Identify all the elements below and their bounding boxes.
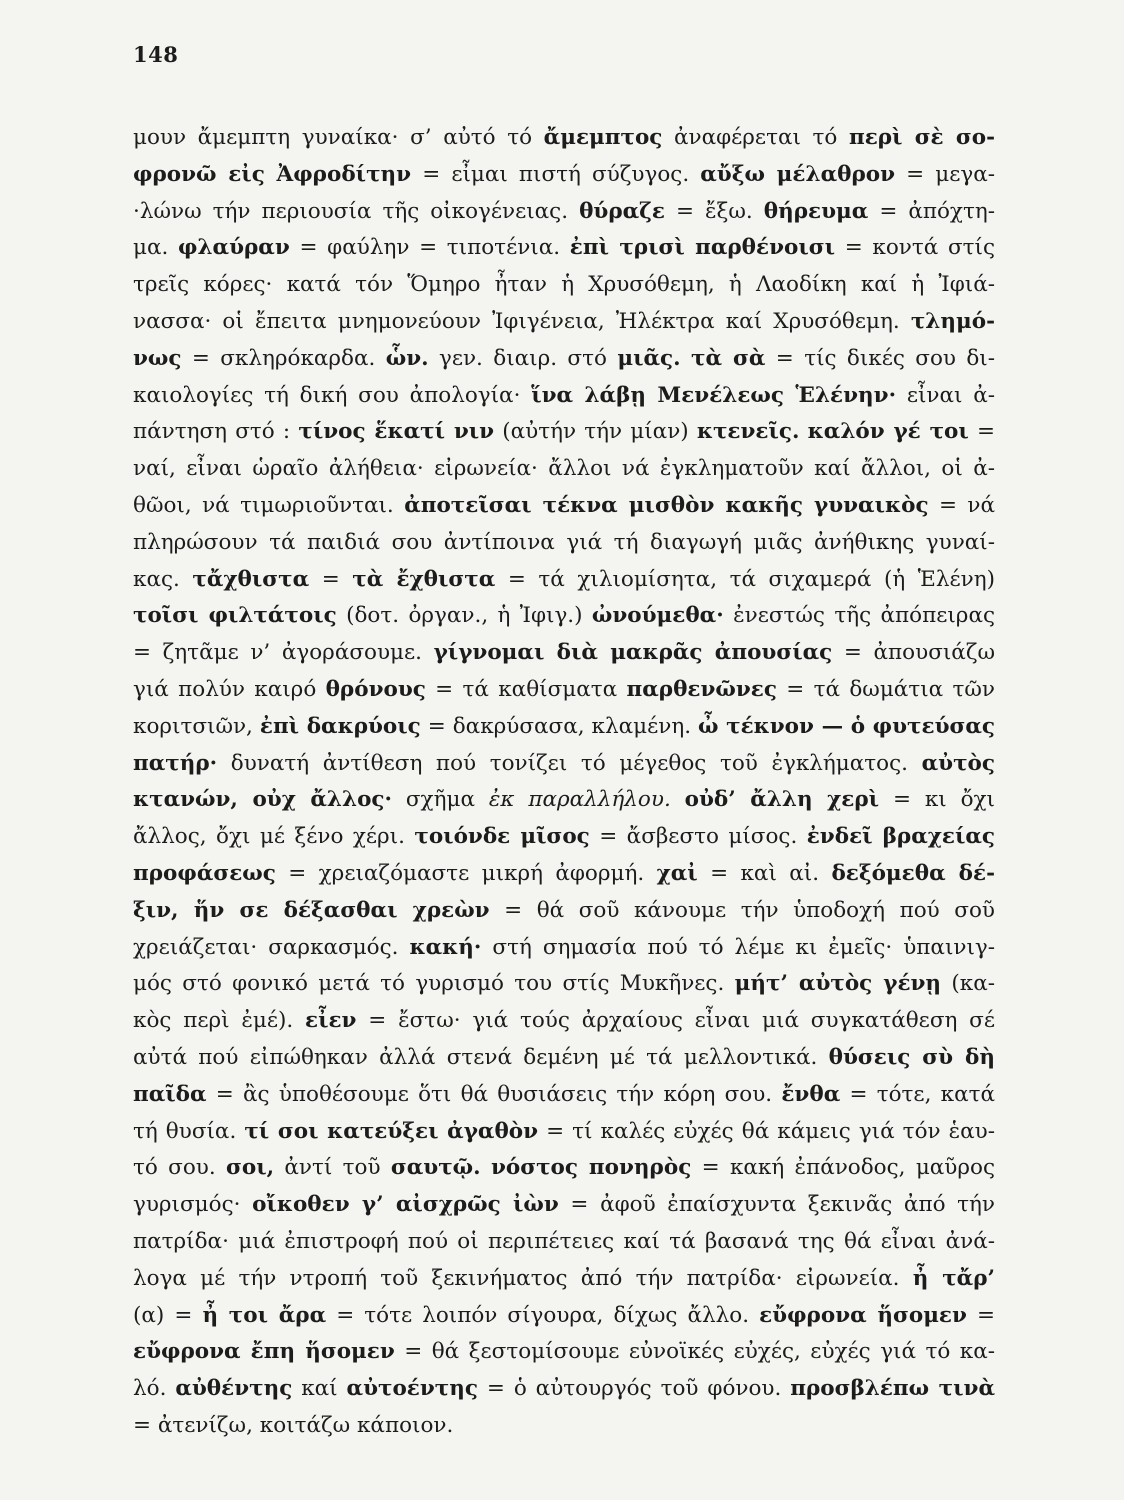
gloss: στή σημασία πού τό λέμε κι ἐμεῖς· ὑπαινιγ- — [481, 934, 995, 960]
text-line — [133, 930, 995, 967]
gloss: καιολογίες τή δική σου ἀπολογία· — [133, 382, 532, 408]
gloss: = θά σοῦ κάνουμε τήν ὑποδοχή πού σοῦ — [489, 897, 995, 923]
lemma: προφάσεως — [133, 860, 276, 886]
gloss: = ὁ αὐτουργός τοῦ φόνου. — [477, 1376, 791, 1402]
lemma: ἵνα λάβῃ Μενέλεως Ἑλένην· — [531, 382, 897, 408]
text-line — [133, 1114, 995, 1151]
lemma: κακή· — [409, 934, 482, 960]
lemma: τί σοι κατεύξει ἀγαθὸν — [244, 1118, 539, 1144]
gloss: καί — [292, 1376, 347, 1402]
text-line — [133, 414, 995, 451]
gloss: = εἶμαι πιστή σύζυγος. — [411, 161, 701, 187]
gloss: κας. — [133, 566, 193, 592]
gloss — [799, 419, 807, 444]
gloss: (δοτ. ὀργαν., ἡ Ἰφιγ.) — [336, 603, 592, 629]
page-number: 148 — [133, 42, 179, 67]
lemma: νόστος πονηρὸς — [490, 1155, 692, 1181]
lemma: περὶ σὲ σο- — [848, 125, 995, 150]
gloss: ἀναφέρεται τό — [662, 125, 849, 150]
gloss: μουν ἄμεμπτη γυναίκα· σ’ αὐτό τό — [133, 125, 544, 150]
lemma: ἐπὶ δακρύοις — [259, 713, 421, 739]
gloss: ἄλλος, ὄχι μέ ξένο χέρι. — [133, 824, 415, 850]
gloss: = φαύλην = τιποτένια. — [289, 235, 570, 261]
lemma: μιᾶς. — [617, 345, 681, 371]
lemma: τἄχθιστα — [192, 566, 310, 592]
gloss: = τά χιλιομίσητα, τά σιχαμερά (ἡ Ἑλένη) — [495, 566, 995, 592]
gloss — [671, 787, 685, 812]
lemma: ξιν, ἥν σε δέξασθαι χρεὼν — [133, 897, 490, 923]
gloss: = τότε, κατά — [840, 1081, 995, 1107]
lemma: θύσεις σὺ δὴ — [828, 1044, 995, 1070]
text-line — [133, 966, 995, 1003]
gloss: = μεγα- — [895, 161, 995, 187]
text-line — [133, 1077, 995, 1114]
gloss: = ἀπουσιάζω — [832, 640, 995, 666]
text-line — [133, 1334, 995, 1371]
text-line — [133, 525, 995, 562]
lemma: χαἰ — [656, 860, 698, 886]
gloss: ἐνεστώς τῆς ἀπόπειρας — [723, 603, 996, 629]
lemma: αὐτοέντης — [346, 1376, 478, 1402]
lemma: τοῖσι φιλτάτοις — [133, 603, 337, 629]
lemma: αὐθέντης — [175, 1376, 293, 1402]
text-line — [133, 1040, 995, 1077]
text-line — [133, 893, 995, 930]
gloss: πληρώσουν τά παιδιά σου ἀντίποινα γιά τή διαγωγή μιᾶς ἀνήθικης γυναί- — [133, 529, 995, 555]
lemma: παῖδα — [133, 1081, 207, 1107]
lemma: κτανών, οὐχ ἄλλος· — [133, 787, 392, 813]
gloss: = δακρύσασα, κλαμένη. — [420, 713, 699, 739]
lemma: ἦ τοι ἄρα — [202, 1302, 327, 1328]
gloss: πάντηση στό : — [133, 419, 299, 445]
lemma: δεξόμεθα δέ- — [831, 860, 995, 886]
gloss — [481, 1155, 491, 1180]
lemma: τοιόνδε μῖσος — [414, 824, 590, 850]
lemma: τίνος ἕκατί νιν — [298, 419, 495, 445]
lemma: τὰ σὰ — [690, 345, 766, 371]
text-line — [133, 230, 995, 267]
text-line — [133, 378, 995, 415]
text-line — [133, 341, 995, 378]
text-line — [133, 856, 995, 893]
gloss: = νά — [928, 492, 996, 518]
gloss: γυρισμός· — [133, 1192, 253, 1218]
gloss: = τότε λοιπόν σίγουρα, δίχως ἄλλο. — [326, 1302, 760, 1328]
gloss: αὐτά πού εἰπώθηκαν ἀλλά στενά δεμένη μέ τά μελλοντικά. — [133, 1044, 829, 1070]
lemma: ἦ τἄρ’ — [912, 1265, 995, 1291]
lemma: αὔξω μέλαθρον — [700, 161, 896, 187]
text-line — [133, 120, 995, 157]
text-line — [133, 1371, 995, 1408]
lemma: φλαύραν — [178, 235, 290, 261]
lemma: θήρευμα — [763, 198, 869, 224]
text-line — [133, 1003, 995, 1040]
term: ἐκ παραλλήλου. — [488, 787, 671, 813]
lemma: θύραζε — [579, 198, 665, 224]
lemma: εὔφρονα ἔπη ἥσομεν — [133, 1339, 395, 1365]
gloss: εἶναι ἀ- — [896, 382, 995, 408]
lemma: ἐνδεῖ βραχείας — [806, 824, 995, 850]
gloss: (α) = — [133, 1302, 203, 1328]
lemma: ἐπὶ τρισὶ παρθένοισι — [569, 235, 835, 261]
lemma: θρόνους — [325, 676, 426, 702]
text-line — [133, 1187, 995, 1224]
gloss: = τά καθίσματα — [425, 676, 627, 702]
gloss: = — [966, 1302, 996, 1328]
gloss: = θά ξεστομίσουμε εὐνοϊκές εὐχές, εὐχές γιά τό κα- — [394, 1339, 996, 1365]
text-line — [133, 451, 995, 488]
gloss: = κι ὄχι — [879, 787, 995, 813]
text-line — [133, 267, 995, 304]
lemma: γίγνομαι διὰ μακρᾶς ἀπουσίας — [433, 640, 833, 666]
gloss: πατρίδα· μιά ἐπιστροφή πού οἱ περιπέτειες καί τά βασανά της θά εἶναι ἀνά- — [133, 1228, 995, 1254]
gloss: δυνατή ἀντίθεση πού τονίζει τό μέγεθος τοῦ ἐγκλήματος. — [217, 750, 922, 776]
gloss: = ἀφοῦ ἐπαίσχυντα ξεκινᾶς ἀπό τήν — [558, 1192, 995, 1218]
gloss: = ἔξω. — [664, 198, 764, 224]
gloss: μα. — [133, 235, 179, 261]
gloss: γιά πολύν καιρό — [133, 676, 326, 702]
lemma: παρθενῶνες — [626, 676, 777, 702]
lemma: τλημό- — [910, 308, 995, 334]
lemma: προσβλέπω τινὰ — [790, 1376, 995, 1402]
lemma: σαυτῷ. — [390, 1155, 481, 1181]
text-line — [133, 709, 995, 746]
gloss: χρειάζεται· σαρκασμός. — [133, 934, 410, 960]
lemma: νως — [133, 345, 182, 371]
text-line — [133, 157, 995, 194]
text-line — [133, 1224, 995, 1261]
gloss: ναί, εἶναι ὡραῖο ἀλήθεια· εἰρωνεία· ἄλλοι νά ἐγκληματοῦν καί ἄλλοι, οἱ ἀ- — [133, 456, 995, 482]
gloss: = τίς δικές σου δι- — [765, 345, 995, 371]
lemma: μήτ’ αὐτὸς γένῃ — [734, 971, 942, 997]
text-line — [133, 1261, 995, 1298]
gloss: = ἔστω· γιά τούς ἀρχαίους εἶναι μιά συγκατάθεση σέ — [356, 1008, 995, 1034]
lemma: ἄμεμπτος — [543, 125, 663, 150]
gloss: τό σου. — [133, 1155, 226, 1181]
lemma: οὐδ’ ἄλλη χερὶ — [684, 787, 880, 813]
lemma: ὧν. — [385, 345, 429, 371]
text-line — [133, 1150, 995, 1187]
gloss: = ἄσβεστο μίσος. — [589, 824, 807, 850]
gloss: ·λώνω τήν περιουσία τῆς οἰκογένειας. — [133, 198, 580, 224]
text-line — [133, 746, 995, 783]
gloss: = ζητᾶμε ν’ ἀγοράσουμε. — [133, 640, 434, 666]
gloss: = σκληρόκαρδα. — [181, 345, 386, 371]
gloss: κὸς περὶ ἐμέ). — [133, 1008, 306, 1034]
gloss: θῶοι, νά τιμωριοῦνται. — [133, 492, 405, 518]
text-line — [133, 819, 995, 856]
gloss: κοριτσιῶν, — [133, 713, 260, 739]
gloss — [681, 346, 691, 371]
gloss: = χρειαζόμαστε μικρή ἀφορμή. — [275, 860, 657, 886]
lemma: φρονῶ εἰς Ἀφροδίτην — [133, 161, 412, 187]
body-text — [133, 120, 995, 1445]
gloss: = ἀτενίζω, κοιτάζω κάποιον. — [133, 1412, 454, 1438]
lemma: ἀποτεῖσαι τέκνα μισθὸν κακῆς γυναικὸς — [404, 492, 929, 518]
text-line — [133, 1408, 995, 1445]
gloss: τρεῖς κόρες· κατά τόν Ὅμηρο ἦταν ἡ Χρυσόθεμη, ἡ Λαοδίκη καί ἡ Ἰφιά- — [133, 272, 995, 298]
lemma: οἴκοθεν γ’ αἰσχρῶς ἰὼν — [252, 1192, 559, 1218]
text-line — [133, 598, 995, 635]
lemma: σοι, — [226, 1155, 275, 1181]
lemma: ὦ τέκνον — ὁ φυτεύσας — [698, 713, 995, 739]
lemma: εὔφρονα ἥσομεν — [759, 1302, 967, 1328]
gloss: = — [968, 419, 995, 445]
gloss: μός στό φονικό μετά τό γυρισμό του στίς Μυκῆνες. — [133, 971, 735, 997]
gloss: = ἀπόχτη- — [868, 198, 996, 224]
gloss: = τά δωμάτια τῶν — [776, 676, 995, 702]
lemma: τὰ ἔχθιστα — [352, 566, 496, 592]
text-line — [133, 672, 995, 709]
text-line — [133, 562, 995, 599]
text-line — [133, 488, 995, 525]
lemma: ὠνούμεθα· — [591, 603, 724, 629]
text-line — [133, 635, 995, 672]
lemma: καλόν γέ τοι — [807, 419, 969, 445]
lemma: ἔνθα — [781, 1081, 841, 1107]
gloss: = ἂς ὑποθέσουμε ὅτι θά θυσιάσεις τήν κόρη σου. — [206, 1081, 782, 1107]
lemma: εἶεν — [305, 1008, 357, 1034]
text-line — [133, 1298, 995, 1335]
text-line — [133, 194, 995, 231]
text-line — [133, 304, 995, 341]
gloss: τή θυσία. — [133, 1118, 245, 1144]
gloss: σχῆμα — [392, 787, 489, 813]
lemma: αὐτὸς — [921, 750, 995, 776]
gloss: (αὐτήν τήν μίαν) — [494, 419, 697, 445]
gloss: (κα- — [941, 971, 995, 997]
gloss: = κακή ἐπάνοδος, μαῦρος — [691, 1155, 996, 1181]
gloss: γεν. διαιρ. στό — [428, 345, 618, 371]
lemma: πατήρ· — [133, 750, 218, 776]
gloss: = — [309, 566, 353, 592]
gloss: ἀντί τοῦ — [274, 1155, 391, 1181]
gloss: = κοντά στίς — [835, 235, 995, 261]
gloss: λό. — [133, 1376, 176, 1402]
gloss: = καὶ αἰ. — [697, 860, 832, 886]
gloss: = τί καλές εὐχές θά κάμεις γιά τόν ἑαυ- — [538, 1118, 996, 1144]
lemma: κτενεῖς. — [696, 419, 800, 445]
gloss: λογα μέ τήν ντροπή τοῦ ξεκινήματος ἀπό τήν πατρίδα· εἰρωνεία. — [133, 1265, 913, 1291]
gloss: νασσα· οἱ ἔπειτα μνημονεύουν Ἰφιγένεια, Ἠλέκτρα καί Χρυσόθεμη. — [133, 308, 911, 334]
text-line — [133, 782, 995, 819]
